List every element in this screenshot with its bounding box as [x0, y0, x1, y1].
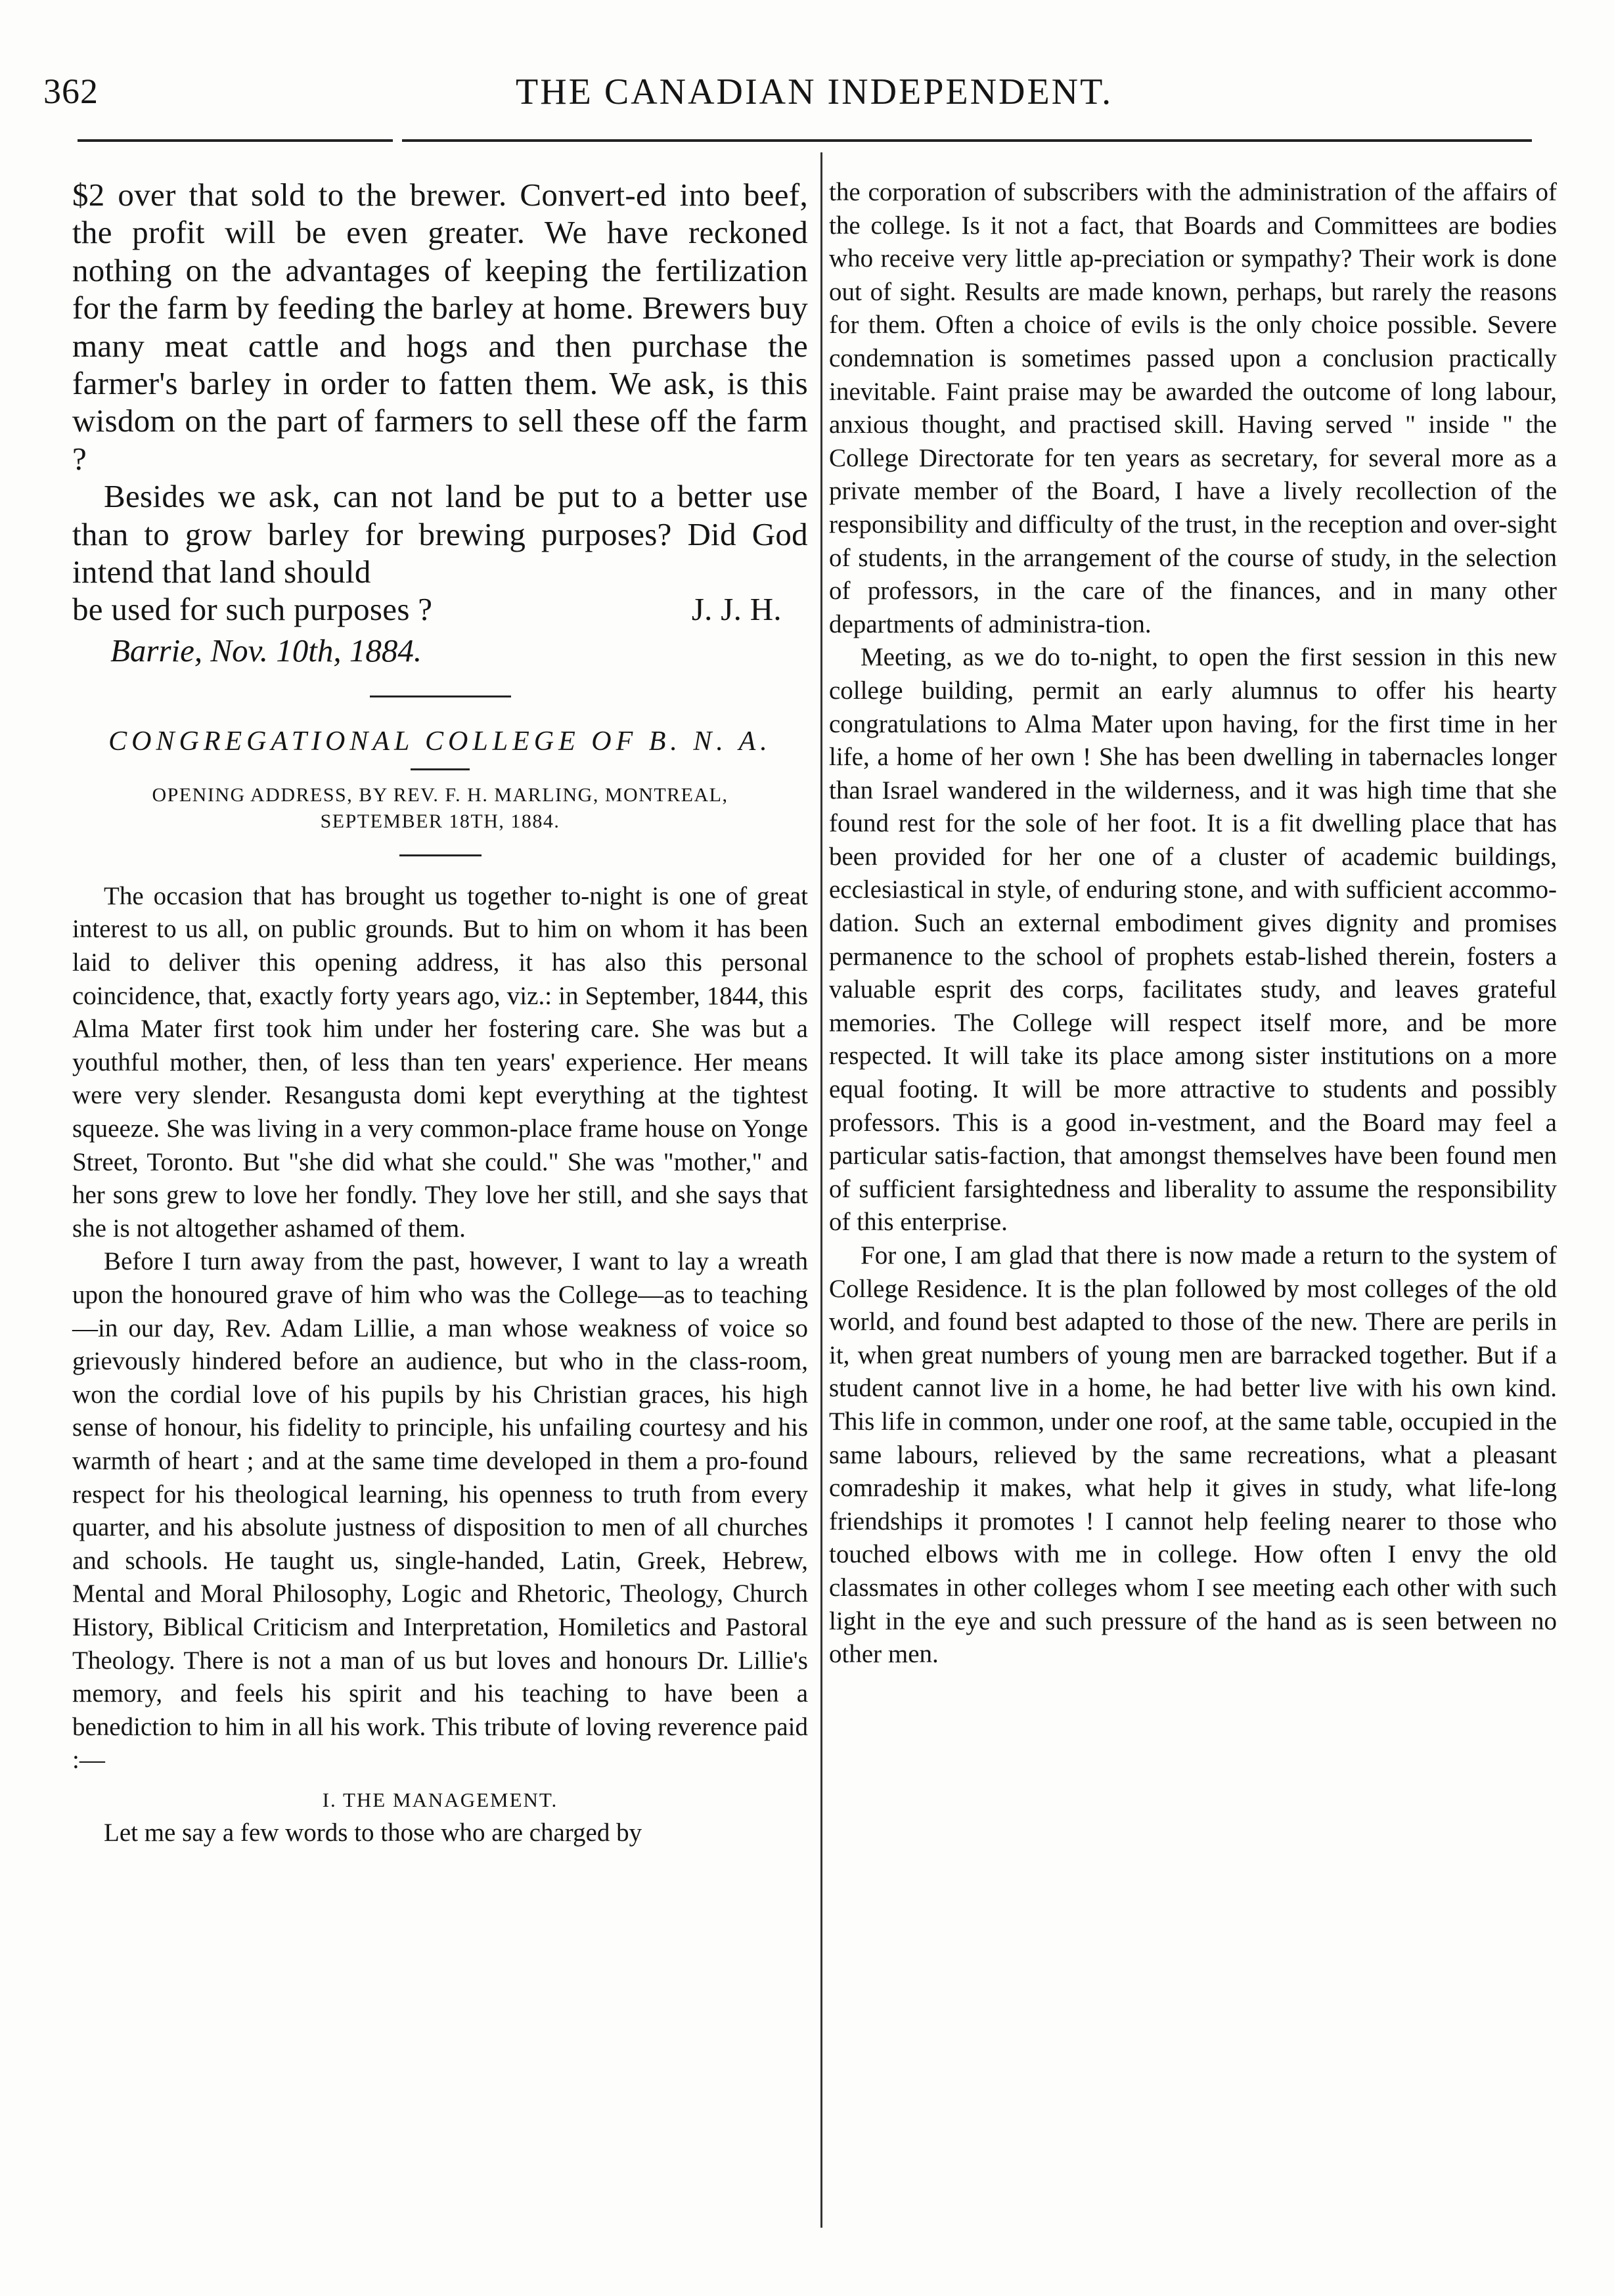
paragraph-land-use: Besides we ask, can not land be put to a better use than to grow barley for brewing purposes? Did God intend that land should [72, 478, 808, 590]
paragraph-occasion: The occasion that has brought us together to-night is one of great interest to us all, on public grounds. But to him on whom it has been laid to deliver this opening address, it has also this personal coincidence, that, exactly forty years ago, viz.: in September, 1844, this Alma Mater first took him under her fostering care. She was but a youthful mother, then, of less than ten years' experience. Her means were very slender. Resangusta domi kept everything at the tightest squeeze. She was living in a very common-place frame house on Yonge Street, Toronto. But "she did what she could." She was "mother," and her sons grew to love her fondly. They love her still, and she says that she is not altogether ashamed of them. [72, 881, 808, 1243]
article-title: CONGREGATIONAL COLLEGE OF B. N. A. [108, 726, 772, 757]
paragraph-land-use-end: be used for such purposes ? [72, 591, 433, 628]
page-number: 362 [43, 72, 99, 111]
byline-line-1: OPENING ADDRESS, BY REV. F. H. MARLING, MONTREAL, [152, 784, 729, 806]
right-column [829, 176, 1557, 1671]
left-column [72, 176, 808, 1850]
header-rule-right [402, 139, 1532, 142]
column-rule [820, 152, 822, 2228]
paragraph-college-residence: For one, I am glad that there is now made a return to the system of College Residence. It is the plan followed by most colleges of the old world, and found best adapted to those of the new. There are perils in it, when great numbers of young men are barracked together. But if a student cannot live in a home, he had better live with his own kind. This life in common, under one roof, at the same table, occupied in the same labours, relieved by the same recreations, what a pleasant comradeship it makes, what help it gives in study, what life-long friendships it promotes ! I cannot help feeling nearer to those who touched elbows with me in college. How often I envy the old classmates in other colleges whom I see meeting each other with such light in the eye and such pressure of the hand as is seen between no other men. [829, 1241, 1557, 1669]
running-head [0, 71, 1614, 117]
byline-divider [399, 854, 482, 856]
section-divider [370, 695, 511, 697]
section-heading-management: I. THE MANAGEMENT. [322, 1788, 558, 1811]
signature-line [72, 590, 808, 628]
paragraph-tribute-lillie: Before I turn away from the past, however, I want to lay a wreath upon the honoured grave of him who was the College—as to teaching—in our day, Rev. Adam Lillie, a man whose weakness of voice so grievously hindered before an audience, but who in the class-room, won the cordial love of his pupils by his Christian graces, his high sense of honour, his fidelity to principle, his unfailing courtesy and his warmth of heart ; and at the same time developed in them a pro-found respect for his theological learning, his openness to truth from every quarter, and his absolute justness of disposition to men of all churches and schools. He taught us, single-handed, Latin, Greek, Hebrew, Mental and Moral Philosophy, Logic and Rhetoric, Theology, Church History, Biblical Criticism and Interpretation, Homiletics and Pastoral Theology. There is not a man of us but loves and honours Dr. Lillie's memory, and feels his spirit and his teaching to have been a benediction to him in all his work. This tribute of loving reverence paid :— [72, 1247, 808, 1775]
author-signature: J. J. H. [691, 591, 782, 628]
paragraph-barley-profit: $2 over that sold to the brewer. Convert-ed into beef, the profit will be even greater. We have reckoned nothing on the advantages of keeping the fertilization for the farm by feeding the barley at home. Brewers buy many meat cattle and hogs and then purchase the farmer's barley in order to fatten them. We ask, is this wisdom on the part of farmers to sell these off the farm ? [72, 177, 808, 477]
place-date: Barrie, Nov. 10th, 1884. [110, 632, 422, 669]
paragraph-management-start: Let me say a few words to those who are charged by [104, 1818, 642, 1847]
header-rule-left [78, 139, 393, 142]
journal-title: THE CANADIAN INDEPENDENT. [516, 72, 1113, 112]
paragraph-new-building: Meeting, as we do to-night, to open the first session in this new college building, permit an early alumnus to offer his hearty congratulations to Alma Mater upon having, for the first time in her life, a home of her own ! She has been dwelling in tabernacles longer than Israel wandered in the wilderness, and it was high time that she found rest for the sole of her foot. It is a fit dwelling place that has been provided for her one of a cluster of academic buildings, ecclesiastical in style, of enduring stone, and with sufficient accommo-dation. Such an external embodiment gives dignity and promises permanence to the school of prophets estab-lished therein, fosters a valuable esprit des corps, facilitates study, and leaves grateful memories. The College will respect itself more, and be more respected. It will take its place among sister institutions on a more equal footing. It will be more attractive to students and possibly professors. This is a good in-vestment, and the Board may feel a particular satis-faction, that amongst themselves have been found men of sufficient farsightedness and liberality to assume the responsibility of this enterprise. [829, 643, 1557, 1237]
title-divider [411, 768, 470, 770]
byline-line-2: SEPTEMBER 18TH, 1884. [320, 810, 560, 832]
paragraph-boards-committees: the corporation of subscribers with the administration of the affairs of the college. Is it not a fact, that Boards and Committees are bodies who receive very little ap-preciation or sympathy? Their work is done out of sight. Results are made known, perhaps, but rarely the reasons for them. Often a choice of evils is the only choice possible. Severe condemnation is sometimes passed upon a conclusion practically inevitable. Faint praise may be awarded the outcome of long labour, anxious thought, and practised skill. Having served " inside " the College Directorate for ten years as secretary, for several more as a private member of the Board, I have a lively recollection of the responsibility and difficulty of the trust, in the reception and over-sight of students, in the arrangement of the course of study, in the selection of professors, in the care of the finances, and in many other departments of administra-tion. [829, 178, 1557, 638]
